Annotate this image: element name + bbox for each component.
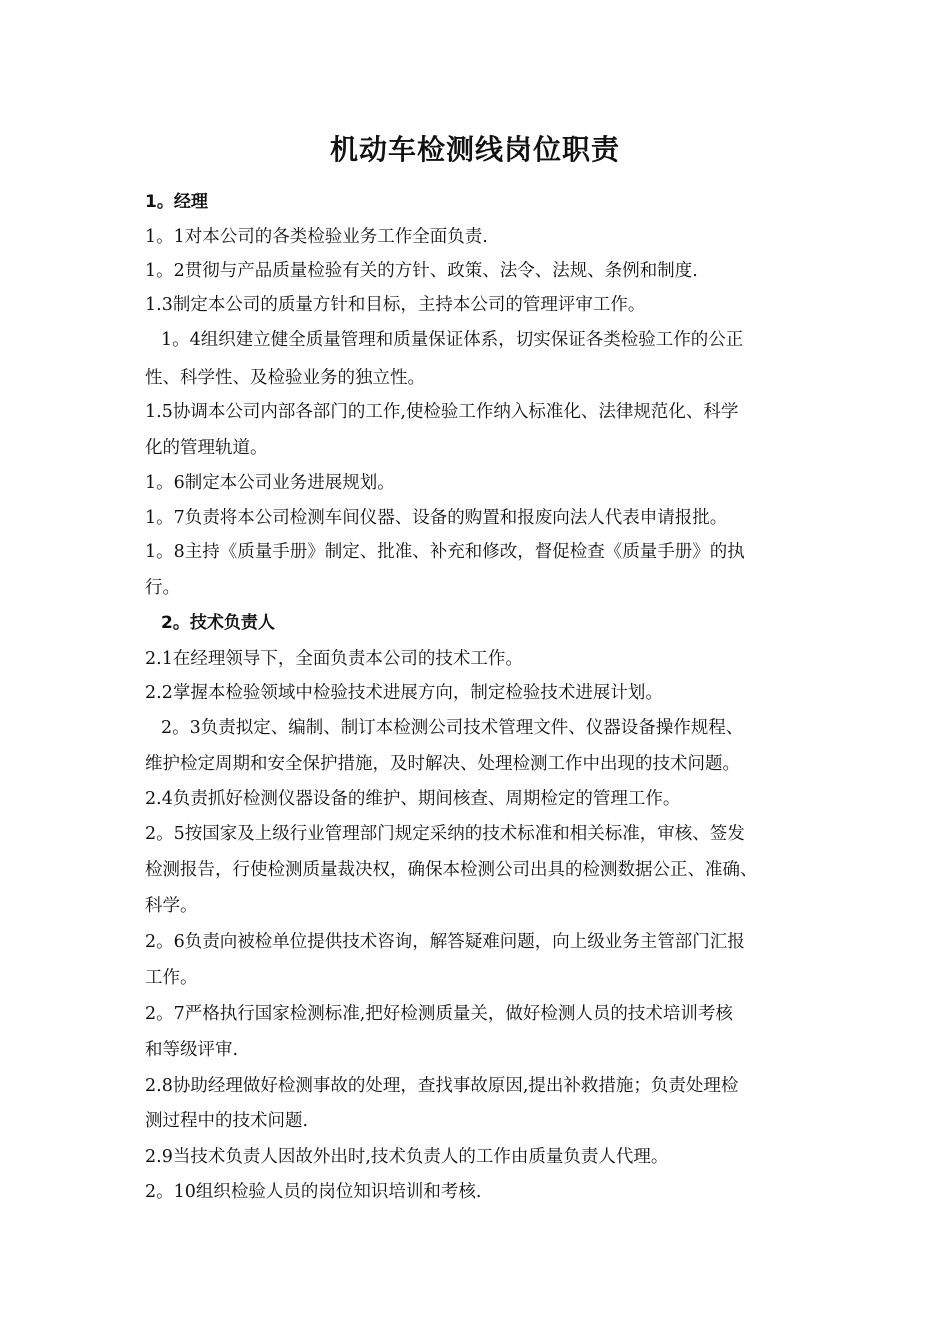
paragraph-line: 工作。 (145, 968, 198, 988)
paragraph-line: 1。7负责将本公司检测车间仪器、设备的购置和报废向法人代表申请报批。 (145, 508, 728, 528)
paragraph-line: 1。4组织建立健全质量管理和质量保证体系，切实保证各类检验工作的公正 (161, 330, 744, 350)
paragraph-line: 2.2掌握本检验领域中检验技术进展方向，制定检验技术进展计划。 (145, 683, 663, 703)
paragraph-line: 2。10组织检验人员的岗位知识培训和考核. (145, 1182, 482, 1202)
paragraph-line: 2.9当技术负责人因故外出时,技术负责人的工作由质量负责人代理。 (145, 1147, 669, 1167)
paragraph-line: 2。7严格执行国家检测标准,把好检测质量关，做好检测人员的技术培训考核 (145, 1004, 733, 1024)
paragraph-line: 2。6负责向被检单位提供技术咨询，解答疑难问题，向上级业务主管部门汇报 (145, 932, 745, 952)
paragraph-line: 2。3负责拟定、编制、制订本检测公司技术管理文件、仪器设备操作规程、 (161, 718, 744, 738)
paragraph-line: 化的管理轨道。 (145, 438, 268, 458)
paragraph-line: 1.5协调本公司内部各部门的工作,使检验工作纳入标准化、法律规范化、科学 (145, 402, 739, 422)
paragraph-line: 1.3制定本公司的质量方针和目标，主持本公司的管理评审工作。 (145, 295, 646, 315)
section-heading-manager: 1。经理 (145, 192, 208, 212)
paragraph-line: 1。1对本公司的各类检验业务工作全面负责. (145, 227, 488, 247)
paragraph-line: 2.4负责抓好检测仪器设备的维护、期间核查、周期检定的管理工作。 (145, 789, 681, 809)
paragraph-line: 1。8主持《质量手册》制定、批准、补充和修改，督促检查《质量手册》的执 (145, 542, 745, 562)
page-title: 机动车检测线岗位职责 (329, 133, 620, 166)
paragraph-line: 2.1在经理领导下，全面负责本公司的技术工作。 (145, 649, 523, 669)
paragraph-line: 2.8协助经理做好检测事故的处理，查找事故原因,提出补救措施；负责处理检 (145, 1076, 739, 1096)
paragraph-line: 检测报告，行使检测质量裁决权，确保本检测公司出具的检测数据公正、准确、 (145, 860, 758, 880)
paragraph-line: 行。 (145, 578, 180, 598)
paragraph-line: 性、科学性、及检验业务的独立性。 (145, 368, 425, 388)
paragraph-line: 维护检定周期和安全保护措施，及时解决、处理检测工作中出现的技术问题。 (145, 754, 740, 774)
paragraph-line: 2。5按国家及上级行业管理部门规定采纳的技术标准和相关标准，审核、签发 (145, 824, 745, 844)
paragraph-line: 1。2贯彻与产品质量检验有关的方针、政策、法令、法规、条例和制度. (145, 261, 698, 281)
section-heading-technical-lead: 2。技术负责人 (161, 613, 275, 633)
paragraph-line: 1。6制定本公司业务进展规划。 (145, 473, 395, 493)
paragraph-line: 测过程中的技术问题. (145, 1111, 309, 1131)
paragraph-line: 和等级评审. (145, 1040, 239, 1060)
paragraph-line: 科学。 (145, 896, 198, 916)
